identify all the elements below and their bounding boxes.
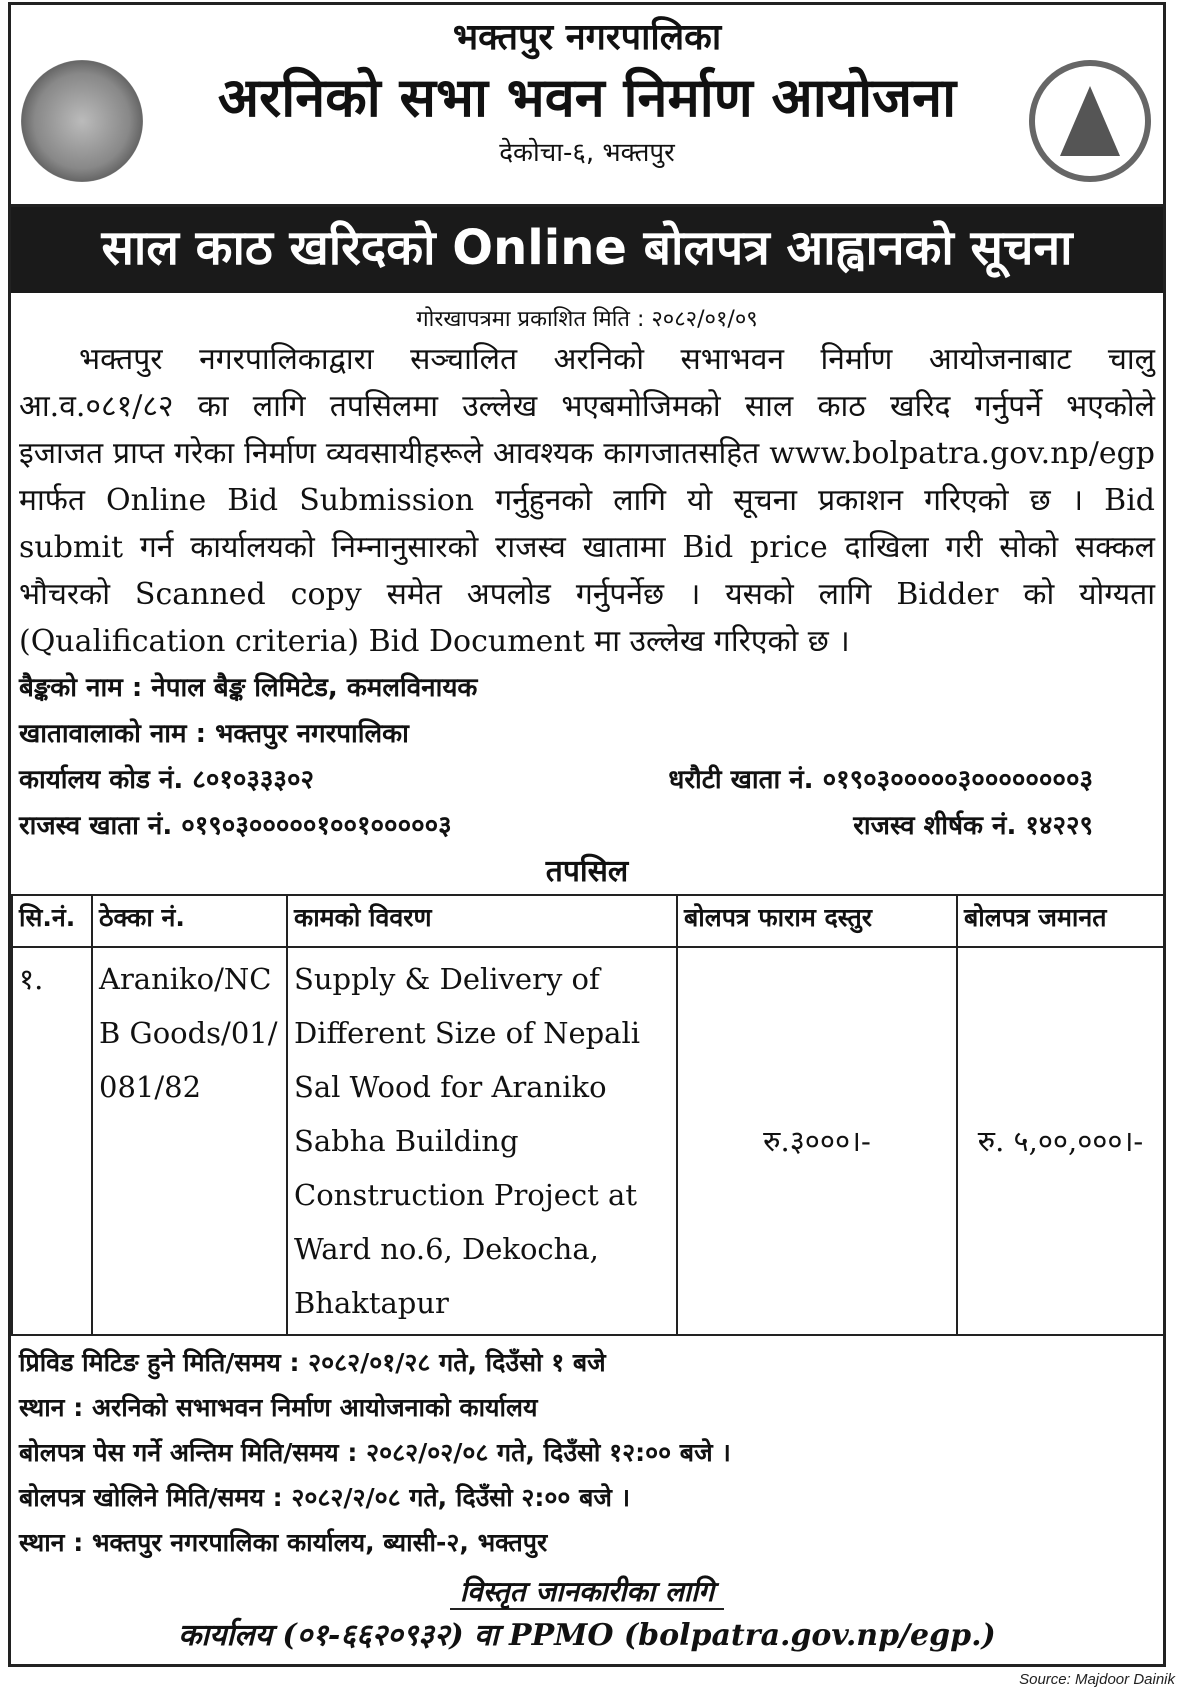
paragraph-line: (Qualification criteria) Bid Document मा उल्लेख गरिएको छ । — [19, 624, 850, 659]
bank-name: बैङ्कको नाम : नेपाल बैङ्क लिमिटेड, कमलविनायक — [19, 673, 478, 703]
bank-codes-row — [11, 757, 1163, 803]
notice-header — [11, 5, 1163, 207]
paragraph-line: आ.व.०८१/८२ का लागि तपसिलमा उल्लेख भएबमोजिमको साल काठ खरिद गर्नुपर्ने भएकोले — [19, 389, 1155, 424]
column-header: बोलपत्र फाराम दस्तुर — [677, 895, 957, 947]
column-header: सि.नं. — [12, 895, 92, 947]
bid-table — [11, 894, 1165, 1336]
work-description: Supply & Delivery of Different Size of Nepali Sal Wood for Araniko Sabha Building Construction Project at Ward no.6, Dekocha, Bhaktapur — [287, 947, 677, 1335]
form-fee: रु.३०००।- — [677, 947, 957, 1335]
notice-paragraph — [11, 336, 1163, 665]
serial-number: १. — [12, 947, 92, 1335]
account-holder: खातावालाको नाम : भक्तपुर नगरपालिका — [19, 719, 409, 749]
column-header: कामको विवरण — [287, 895, 677, 947]
paragraph-line: भौचरको Scanned copy समेत अपलोड गर्नुपर्नेछ । यसको लागि Bidder को योग्यता — [19, 577, 1155, 612]
paragraph-line: भक्तपुर नगरपालिकाद्वारा सञ्चालित अरनिको सभाभवन निर्माण आयोजनाबाट चालु — [79, 342, 1155, 377]
municipality-name: भक्तपुर नगरपालिका — [452, 17, 722, 58]
table-row — [12, 947, 1164, 1335]
deposit-account: धरौटी खाता नं. ०१९०३०००००३००००००००३ — [668, 765, 1093, 795]
revenue-heading: राजस्व शीर्षक नं. १४२२९ — [853, 811, 1093, 841]
schedule-details — [11, 1336, 1163, 1565]
column-header: ठेक्का नं. — [92, 895, 287, 947]
revenue-account: राजस्व खाता नं. ०१९०३०००००१००१०००००३ — [19, 811, 452, 841]
revenue-row — [11, 803, 1163, 849]
project-name: अरनिको सभा भवन निर्माण आयोजना — [217, 66, 957, 130]
bid-security: रु. ५,००,०००।- — [957, 947, 1164, 1335]
column-header: बोलपत्र जमानत — [957, 895, 1164, 947]
paragraph-line: submit गर्न कार्यालयको निम्नानुसारको राजस्व खातामा Bid price दाखिला गरी सोको सक्कल — [19, 530, 1155, 565]
pre-bid-meeting: प्रिविड मिटिङ हुने मिति/समय : २०८२/०१/२८ गते, दिउँसो १ बजे — [19, 1348, 606, 1377]
submission-deadline: बोलपत्र पेस गर्ने अन्तिम मिति/समय : २०८२/०२/०८ गते, दिउँसो १२:०० बजे । — [19, 1438, 731, 1467]
opening-date: बोलपत्र खोलिने मिति/समय : २०८२/२/०८ गते, दिउँसो २:०० बजे । — [19, 1483, 631, 1512]
schedule-title: तपसिल — [545, 854, 629, 889]
paragraph-line: मार्फत Online Bid Submission गर्नुहुनको लागि यो सूचना प्रकाशन गरिएको छ । Bid — [19, 483, 1155, 518]
office-code: कार्यालय कोड नं. ८०१०३३३०२ — [19, 765, 314, 795]
project-address: देकोचा-६, भक्तपुर — [499, 137, 675, 168]
opening-location: स्थान : भक्तपुर नगरपालिका कार्यालय, ब्यासी-२, भक्तपुर — [19, 1528, 548, 1557]
source-credit: Source: Majdoor Dainik — [1019, 1671, 1175, 1688]
notice-frame — [8, 2, 1166, 1667]
contact-info: कार्यालय (०१-६६२०९३२) वा PPMO (bolpatra.gov.np/egp.) — [178, 1618, 996, 1653]
bhaktapur-municipality-logo-icon — [1029, 60, 1151, 182]
pre-bid-location: स्थान : अरनिको सभाभवन निर्माण आयोजनाको कार्यालय — [19, 1393, 538, 1422]
published-date: गोरखापत्रमा प्रकाशित मिति : २०८२/०१/०९ — [416, 307, 758, 332]
more-info-heading — [11, 1571, 1163, 1613]
contract-number: Araniko/NCB Goods/01/ 081/82 — [92, 947, 287, 1335]
paragraph-line: इजाजत प्राप्त गरेका निर्माण व्यवसायीहरूले आवश्यक कागजातसहित www.bolpatra.gov.np/egp — [19, 436, 1155, 471]
more-info-label: विस्तृत जानकारीका लागि — [450, 1575, 724, 1610]
nepal-government-emblem-icon — [21, 60, 143, 182]
notice-title: साल काठ खरिदको Online बोलपत्र आह्वानको सूचना — [11, 207, 1163, 293]
table-header-row — [12, 895, 1164, 947]
